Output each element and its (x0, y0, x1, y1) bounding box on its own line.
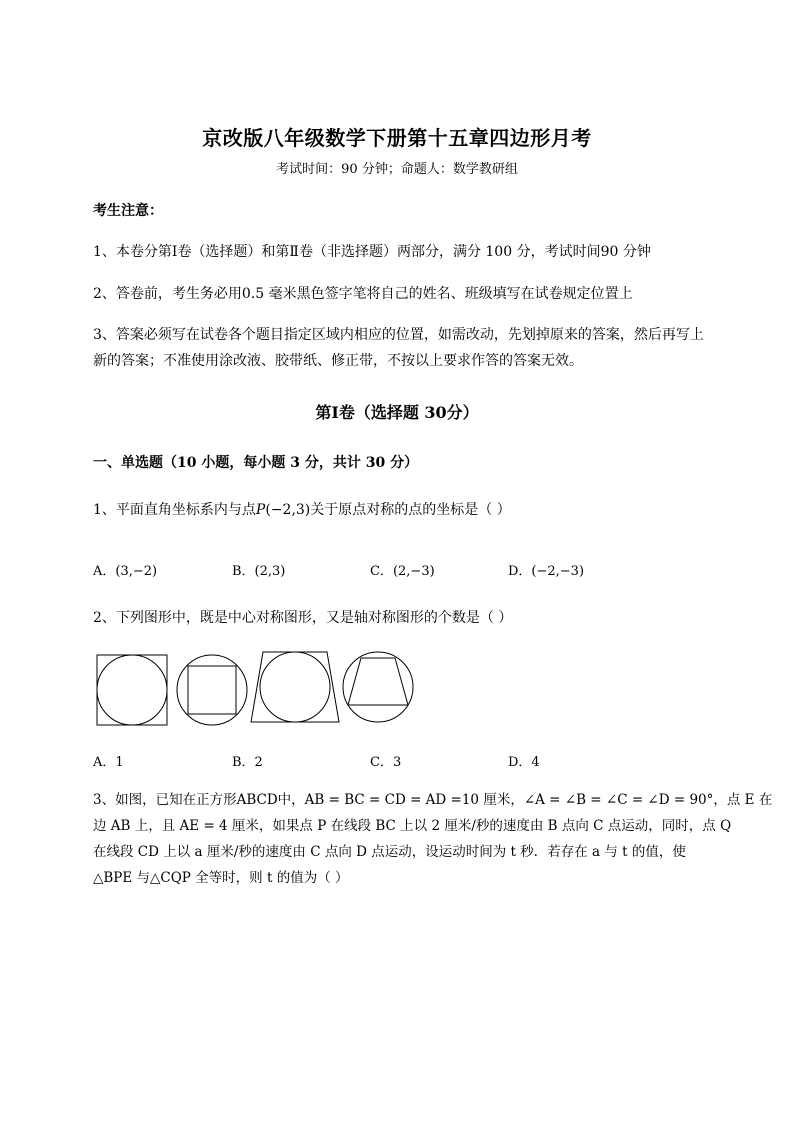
q2-option-c[interactable]: C．3 (370, 755, 402, 770)
section-title: 第Ⅰ卷（选择题 30分） (315, 403, 479, 422)
part-heading: 一、单选题（10 小题，每小题 3 分，共计 30 分） (93, 455, 419, 471)
figure-circle-with-trapezoid (343, 652, 413, 722)
question-2-stem: 2、下列图形中，既是中心对称图形，又是轴对称图形的个数是（ ） (93, 610, 513, 626)
notice-item-3: 3、答案必须写在试卷各个题目指定区域内相应的位置，如需改动，先划掉原来的答案，然后再写上新的答案；不准使用涂改液、胶带纸、修正带，不按以上要求作答的答案无效。 (93, 327, 704, 369)
figure-circle-with-square (177, 655, 247, 725)
figure-square-with-circle (97, 655, 167, 725)
notice-heading: 考生注意： (93, 203, 163, 219)
figure-3-circle (260, 652, 330, 722)
q1-option-c[interactable]: C．(2,−3) (370, 564, 435, 579)
figure-1-circle (97, 655, 167, 725)
figure-trapezoid-with-circle (251, 652, 339, 722)
question-3-line-3: 在线段 CD 上以 a 厘米/秒的速度由 C 点向 D 点运动，设运动时间为 t 秒．若存在 a 与 t 的值，使 (93, 844, 686, 860)
question-1-stem (93, 498, 511, 522)
q1-option-b[interactable]: B．(2,3) (232, 564, 286, 579)
figure-4-circle (343, 652, 413, 722)
q1-stem-pre: 1、平面直角坐标系内与点 (93, 502, 256, 518)
q1-coord: (−2,3) (265, 502, 311, 518)
q2-option-b[interactable]: B．2 (232, 755, 263, 770)
question-3-line-2: 边 AB 上，且 AE = 4 厘米，如果点 P 在线段 BC 上以 2 厘米/秒的速度由 B 点向 C 点运动，同时，点 Q (93, 818, 732, 834)
q1-point: P (255, 502, 266, 518)
question-3-line-1: 3、如图，已知在正方形ABCD中，AB = BC = CD = AD =10 厘米，∠A = ∠B = ∠C = ∠D = 90°，点 E 在 (93, 792, 773, 808)
q1-option-d[interactable]: D．(−2,−3) (508, 564, 585, 579)
q1-option-a[interactable]: A．(3,−2) (93, 564, 158, 579)
figure-4-trapezoid (348, 658, 408, 705)
notice-item-1: 1、本卷分第Ⅰ卷（选择题）和第Ⅱ卷（非选择题）两部分，满分 100 分，考试时间90 分钟 (93, 244, 651, 260)
figure-3-trapezoid (251, 652, 339, 722)
question-2-figures (90, 645, 420, 730)
q2-option-a[interactable]: A．1 (93, 755, 124, 770)
question-3-line-4: △BPE 与△CQP 全等时，则 t 的值为（ ） (93, 870, 349, 886)
exam-subtitle: 考试时间：90 分钟；命题人：数学教研组 (276, 162, 518, 177)
notice-item-2: 2、答卷前，考生务必用0.5 毫米黑色签字笔将自己的姓名、班级填写在试卷规定位置上 (93, 286, 633, 302)
figure-2-square (188, 666, 236, 714)
q2-option-d[interactable]: D．4 (508, 755, 540, 770)
q1-stem-post: 关于原点对称的点的坐标是（ ） (310, 502, 511, 518)
page-title: 京改版八年级数学下册第十五章四边形月考 (202, 126, 592, 150)
